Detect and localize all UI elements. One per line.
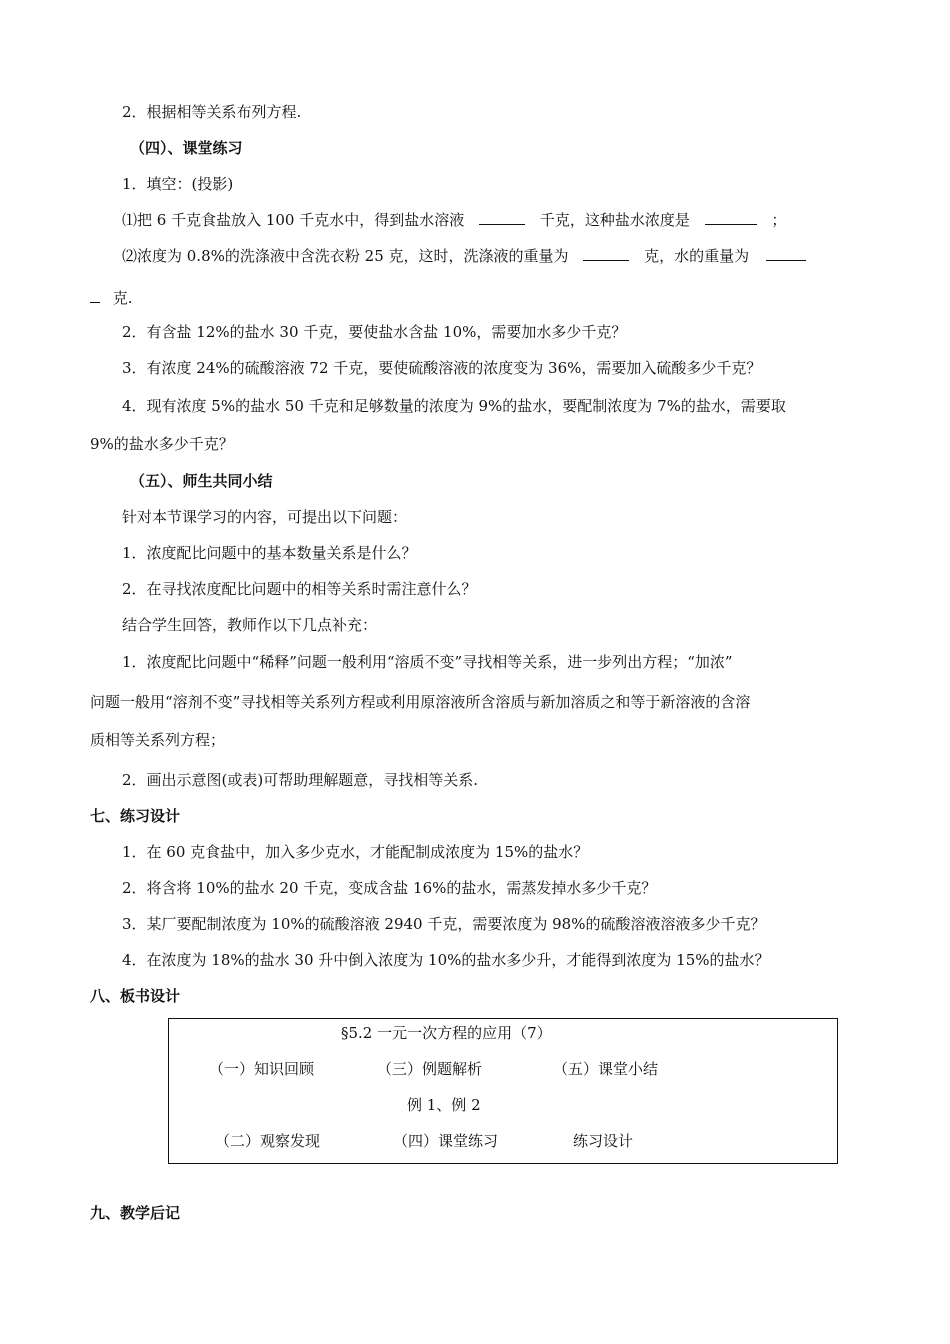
- board-title: §5.2 一元一次方程的应用（7）: [341, 1024, 552, 1042]
- section-4-heading: （四）、课堂练习: [130, 139, 243, 157]
- teacher-supplement-line: 结合学生回答，教师作以下几点补充：: [122, 616, 378, 634]
- supplement-1-continuation-a: 问题一般用“溶剂不变”寻找相等关系列方程或利用原溶液所含溶质与新加溶质之和等于新溶液的含溶: [90, 693, 751, 711]
- exercise-4-line: 4．现有浓度 5%的盐水 50 千克和足够数量的浓度为 9%的盐水，要配制浓度为 7%的盐水，需要取: [122, 397, 786, 415]
- board-item-example-analysis: （三）例题解析: [377, 1060, 483, 1078]
- fill-in-2-line: [122, 246, 806, 266]
- practice-4-line: 4．在浓度为 18%的盐水 30 升中倒入浓度为 10%的盐水多少升，才能得到浓度为 15%的盐水？: [122, 951, 770, 969]
- supplement-1-continuation-b: 质相等关系列方程；: [90, 731, 226, 749]
- exercise-4-continuation: 9%的盐水多少千克？: [90, 435, 234, 453]
- summary-intro-line: 针对本节课学习的内容，可提出以下问题：: [122, 508, 408, 526]
- fill-in-blank: [583, 246, 629, 261]
- section-9-heading: 九、教学后记: [90, 1204, 181, 1222]
- summary-question-1: 1．浓度配比问题中的基本数量关系是什么？: [122, 544, 417, 562]
- board-item-class-practice: （四）课堂练习: [393, 1132, 499, 1150]
- fill-in-blank: [705, 210, 757, 225]
- fill-in-1-text-c: ；: [771, 211, 787, 229]
- practice-3-line: 3．某厂要配制浓度为 10%的硫酸溶液 2940 千克，需要浓度为 98%的硫酸溶液溶液多少千克？: [122, 915, 766, 933]
- supplement-1-line: 1．浓度配比问题中“稀释”问题一般利用“溶质不变”寻找相等关系，进一步列出方程；“加浓”: [122, 653, 733, 671]
- exercise-2-line: 2．有含盐 12%的盐水 30 千克，要使盐水含盐 10%，需要加水多少千克？: [122, 323, 627, 341]
- board-item-examples: 例 1、例 2: [407, 1096, 481, 1114]
- section-8-heading: 八、板书设计: [90, 987, 181, 1005]
- board-item-observation: （二）观察发现: [215, 1132, 321, 1150]
- board-item-class-summary: （五）课堂小结: [553, 1060, 659, 1078]
- step-2-line: 2．根据相等关系布列方程.: [122, 103, 302, 121]
- practice-2-line: 2．将含将 10%的盐水 20 千克，变成含盐 16%的盐水，需蒸发掉水多少千克？: [122, 879, 657, 897]
- fill-in-1-text-b: 千克，这种盐水浓度是: [539, 211, 690, 229]
- fill-in-1-text-a: ⑴把 6 千克食盐放入 100 千克水中，得到盐水溶液: [122, 211, 465, 229]
- fill-in-2-continuation: [90, 288, 133, 308]
- blackboard-design-box: [168, 1018, 838, 1164]
- fill-in-2-text-b: 克，水的重量为: [644, 247, 750, 265]
- practice-1-line: 1．在 60 克食盐中，加入多少克水，才能配制成浓度为 15%的盐水？: [122, 843, 589, 861]
- board-item-practice-design: 练习设计: [573, 1132, 634, 1150]
- supplement-2-line: 2．画出示意图(或表)可帮助理解题意，寻找相等关系.: [122, 771, 479, 789]
- section-7-heading: 七、练习设计: [90, 807, 181, 825]
- fill-in-2-unit: 克.: [112, 289, 133, 307]
- section-5-heading: （五）、师生共同小结: [130, 472, 273, 490]
- summary-question-2: 2．在寻找浓度配比问题中的相等关系时需注意什么？: [122, 580, 477, 598]
- fill-in-2-text-a: ⑵浓度为 0.8%的洗涤液中含洗衣粉 25 克，这时，洗涤液的重量为: [122, 247, 569, 265]
- fill-in-blank: [766, 246, 806, 261]
- fill-in-1-line: [122, 210, 786, 230]
- board-item-knowledge-review: （一）知识回顾: [209, 1060, 315, 1078]
- fill-in-blank: [90, 288, 100, 303]
- fill-in-blank: [479, 210, 525, 225]
- exercise-3-line: 3．有浓度 24%的硫酸溶液 72 千克，要使硫酸溶液的浓度变为 36%，需要加入硫酸多少千克？: [122, 359, 762, 377]
- exercise-1-line: 1．填空：(投影): [122, 175, 234, 193]
